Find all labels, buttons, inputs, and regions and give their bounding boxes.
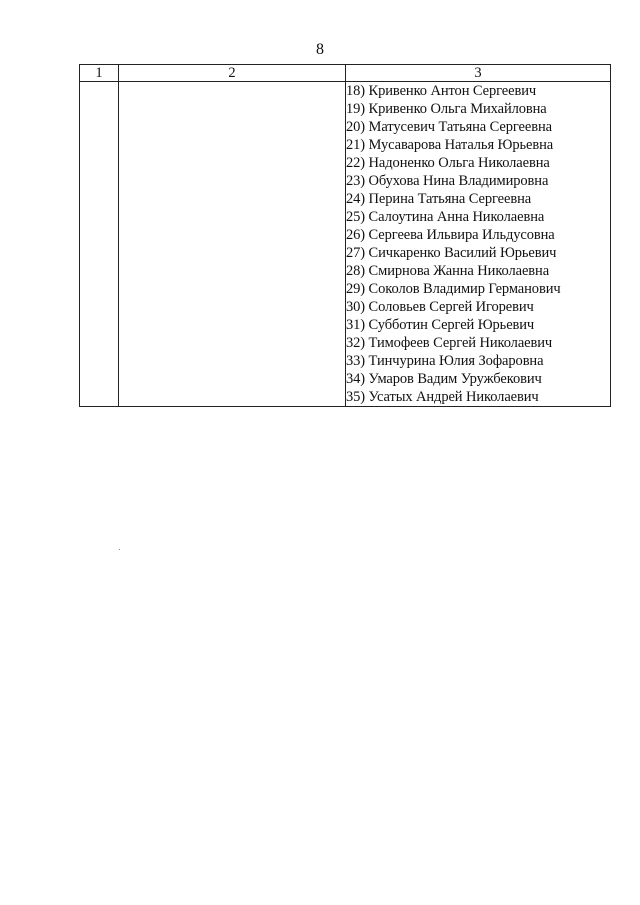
table-row (80, 82, 611, 407)
list-item: 32) Тимофеев Сергей Николаевич (346, 335, 553, 351)
list-item: 23) Обухова Нина Владимировна (346, 173, 549, 189)
list-item: 28) Смирнова Жанна Николаевна (346, 263, 550, 279)
list-item: 24) Перина Татьяна Сергеевна (346, 191, 532, 207)
list-item: 31) Субботин Сергей Юрьевич (346, 317, 535, 333)
column-header-1: 1 (80, 65, 119, 82)
list-item: 22) Надоненко Ольга Николаевна (346, 155, 550, 171)
document-table (79, 64, 611, 407)
column-header-2: 2 (119, 65, 346, 82)
list-item: 33) Тинчурина Юлия Зофаровна (346, 353, 544, 369)
list-item: 25) Салоутина Анна Николаевна (346, 209, 545, 225)
column-header-3: 3 (346, 65, 611, 82)
names-list (346, 82, 610, 406)
page-number: 8 (316, 41, 324, 58)
column-1-cell (80, 82, 119, 407)
list-item: 30) Соловьев Сергей Игоревич (346, 299, 534, 315)
table-header-row (80, 65, 611, 82)
list-item: 21) Мусаварова Наталья Юрьевна (346, 137, 554, 153)
list-item: 29) Соколов Владимир Германович (346, 281, 561, 297)
list-item: 27) Сичкаренко Василий Юрьевич (346, 245, 557, 261)
list-item: 26) Сергеева Ильвира Ильдусовна (346, 227, 555, 243)
column-2-cell (119, 82, 346, 407)
list-item: 20) Матусевич Татьяна Сергеевна (346, 119, 552, 135)
list-item: 35) Усатых Андрей Николаевич (346, 389, 539, 405)
names-cell (346, 82, 611, 407)
scan-speck (119, 549, 120, 550)
list-item: 18) Кривенко Антон Сергеевич (346, 83, 537, 99)
list-item: 34) Умаров Вадим Уружбекович (346, 371, 542, 387)
list-item: 19) Кривенко Ольга Михайловна (346, 101, 547, 117)
